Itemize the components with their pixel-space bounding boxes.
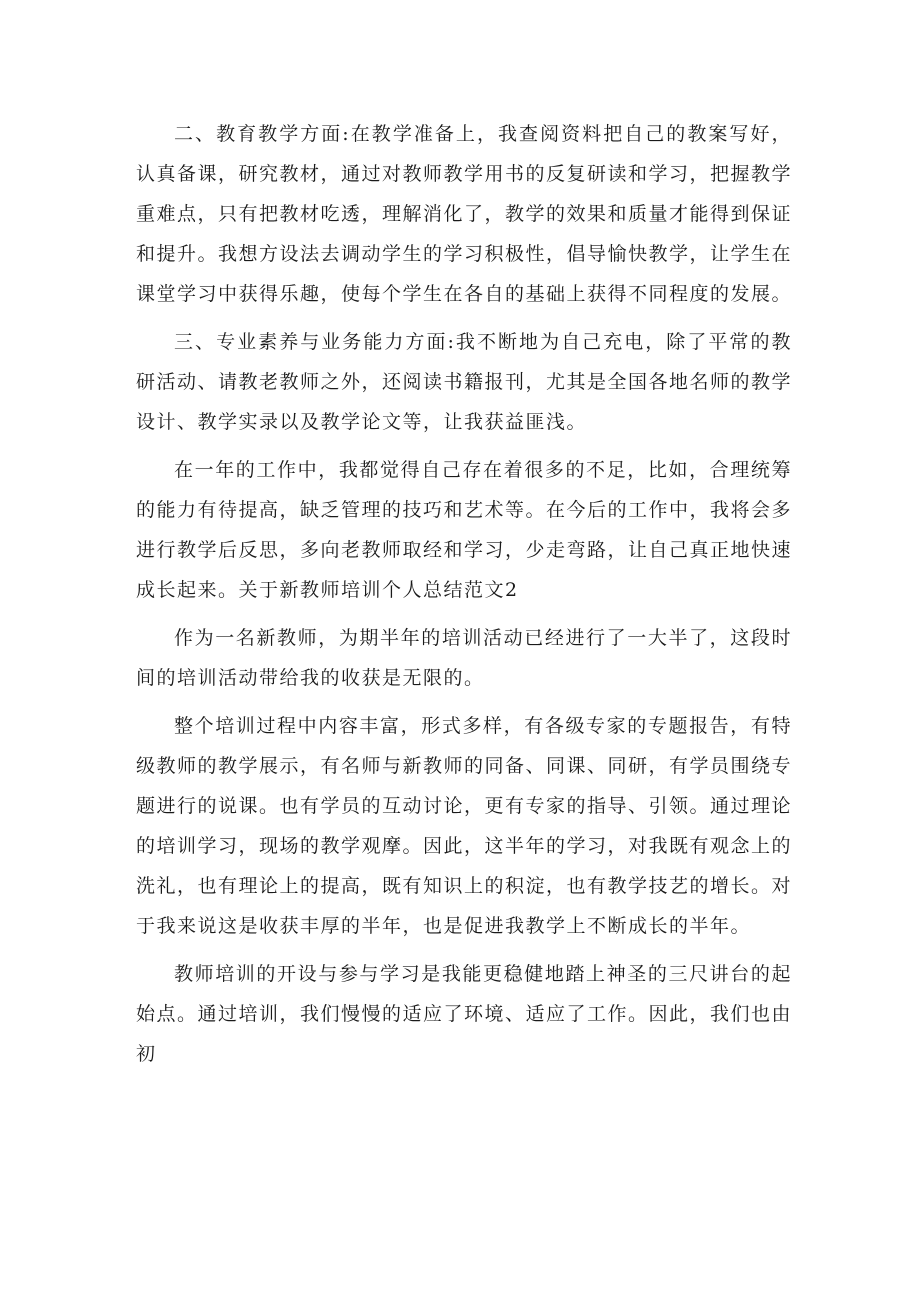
paragraph-teaching: 二、教育教学方面:在教学准备上，我查阅资料把自己的教案写好，认真备课，研究教材，通过对教师教学用书的反复研读和学习，把握教学重难点，只有把教材吃透，理解消化了，教学的效果和质量才能得到保证和提升。我想方设法去调动学生的学习积极性，倡导愉快教学，让学生在课堂学习中获得乐趣，使每个学生在各自的基础上获得不同程度的发展。 xyxy=(136,123,793,305)
paragraph-shortcomings: 在一年的工作中，我都觉得自己存在着很多的不足，比如，合理统筹的能力有待提高，缺乏管理的技巧和艺术等。在今后的工作中，我将会多进行教学后反思，多向老教师取经和学习，少走弯路，让自己真正地快速成长起来。关于新教师培训个人总结范文2 xyxy=(136,459,793,601)
paragraph-training-content: 整个培训过程中内容丰富，形式多样，有各级专家的专题报告，有特级教师的教学展示，有名师与新教师的同备、同课、同研，有学员围绕专题进行的说课。也有学员的互动讨论，更有专家的指导、引领。通过理论的培训学习，现场的教学观摩。因此，这半年的学习，对我既有观念上的洗礼，也有理论上的提高，既有知识上的积淀，也有教学技艺的增长。对于我来说这是收获丰厚的半年，也是促进我教学上不断成长的半年。 xyxy=(136,715,793,937)
paragraph-training-start: 教师培训的开设与参与学习是我能更稳健地踏上神圣的三尺讲台的起始点。通过培训，我们慢慢的适应了环境、适应了工作。因此，我们也由初 xyxy=(136,963,793,1065)
paragraph-professional-ability: 三、专业素养与业务能力方面:我不断地为自己充电，除了平常的教研活动、请教老教师之外，还阅读书籍报刊，尤其是全国各地名师的教学设计、教学实录以及教学论文等，让我获益匪浅。 xyxy=(136,331,793,433)
document-body xyxy=(136,114,792,1074)
paragraph-new-teacher: 作为一名新教师，为期半年的培训活动已经进行了一大半了，这段时间的培训活动带给我的收获是无限的。 xyxy=(136,627,792,689)
